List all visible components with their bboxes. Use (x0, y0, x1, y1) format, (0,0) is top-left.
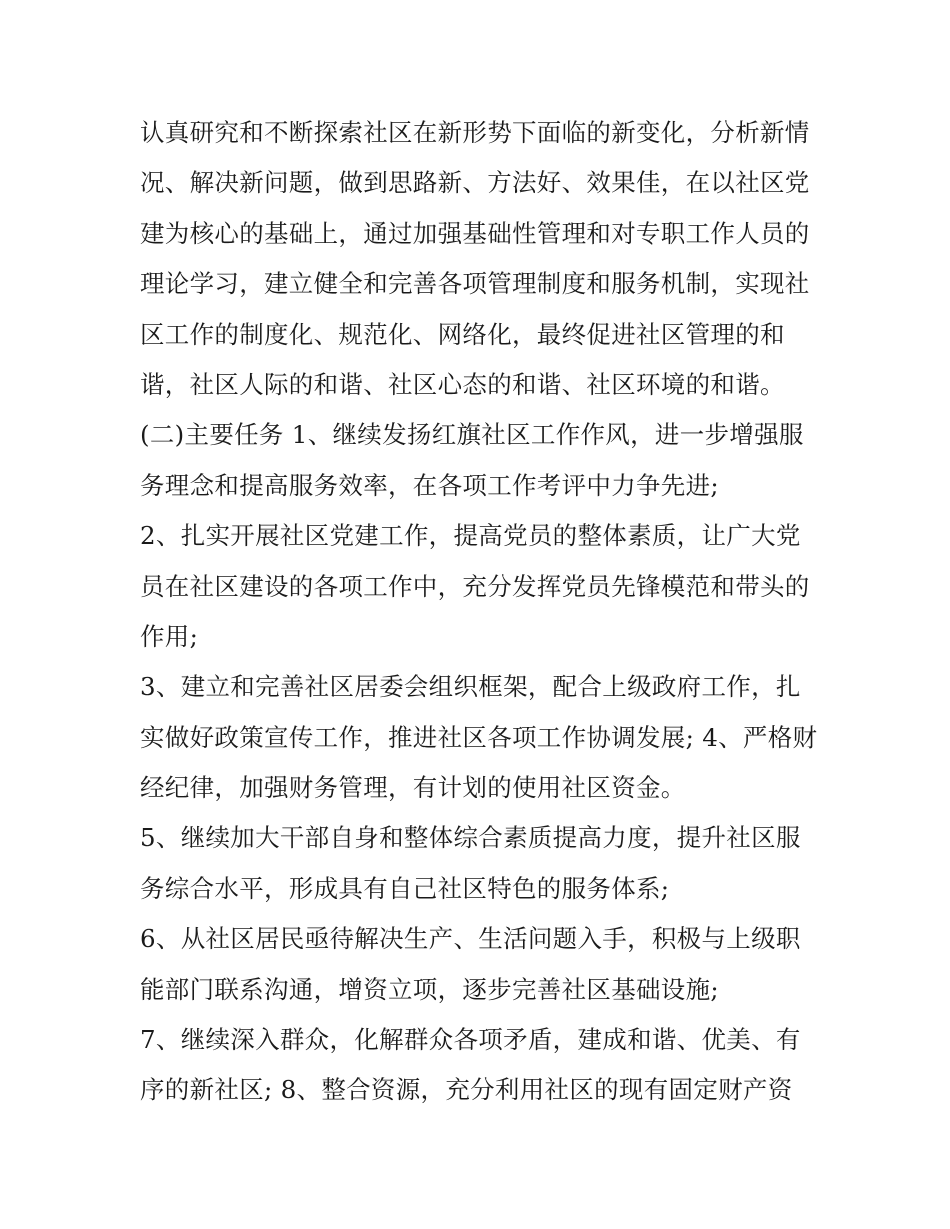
text-line: 实做好政策宣传工作，推进社区各项工作协调发展; 4、严格财 (140, 722, 818, 752)
section-heading-line: (二)主要任务 1、继续发扬红旗社区工作作风，进一步增强服 (140, 420, 804, 450)
text-line: 谐，社区人际的和谐、社区心态的和谐、社区环境的和谐。 (140, 369, 785, 399)
text-line: 区工作的制度化、规范化、网络化，最终促进社区管理的和 (140, 319, 785, 349)
text-line: 务综合水平，形成具有自己社区特色的服务体系; (140, 873, 670, 903)
list-item-line: 6、从社区居民亟待解决生产、生活问题入手，积极与上级职 (140, 924, 801, 954)
document-body (140, 108, 840, 1116)
text-line: 能部门联系沟通，增资立项，逐步完善社区基础设施; (140, 974, 719, 1004)
text-line: 建为核心的基础上，通过加强基础性管理和对专职工作人员的 (140, 218, 810, 248)
text-line: 序的新社区; 8、整合资源，充分利用社区的现有固定财产资 (140, 1075, 793, 1105)
list-item-line: 3、建立和完善社区居委会组织框架，配合上级政府工作，扎 (140, 672, 801, 702)
text-line: 作用; (140, 621, 199, 651)
text-line: 员在社区建设的各项工作中，充分发挥党员先锋模范和带头的 (140, 571, 810, 601)
text-line: 务理念和提高服务效率，在各项工作考评中力争先进; (140, 470, 719, 500)
list-item-line: 7、继续深入群众，化解群众各项矛盾，建成和谐、优美、有 (140, 1025, 801, 1055)
text-line: 理论学习，建立健全和完善各项管理制度和服务机制，实现社 (140, 269, 810, 299)
text-line: 经纪律，加强财务管理，有计划的使用社区资金。 (140, 773, 686, 803)
text-line: 况、解决新问题，做到思路新、方法好、效果佳，在以社区党 (140, 168, 810, 198)
list-item-line: 2、扎实开展社区党建工作，提高党员的整体素质，让广大党 (140, 521, 801, 551)
text-line: 认真研究和不断探索社区在新形势下面临的新变化，分析新情 (140, 118, 810, 147)
list-item-line: 5、继续加大干部自身和整体综合素质提高力度，提升社区服 (140, 823, 801, 853)
